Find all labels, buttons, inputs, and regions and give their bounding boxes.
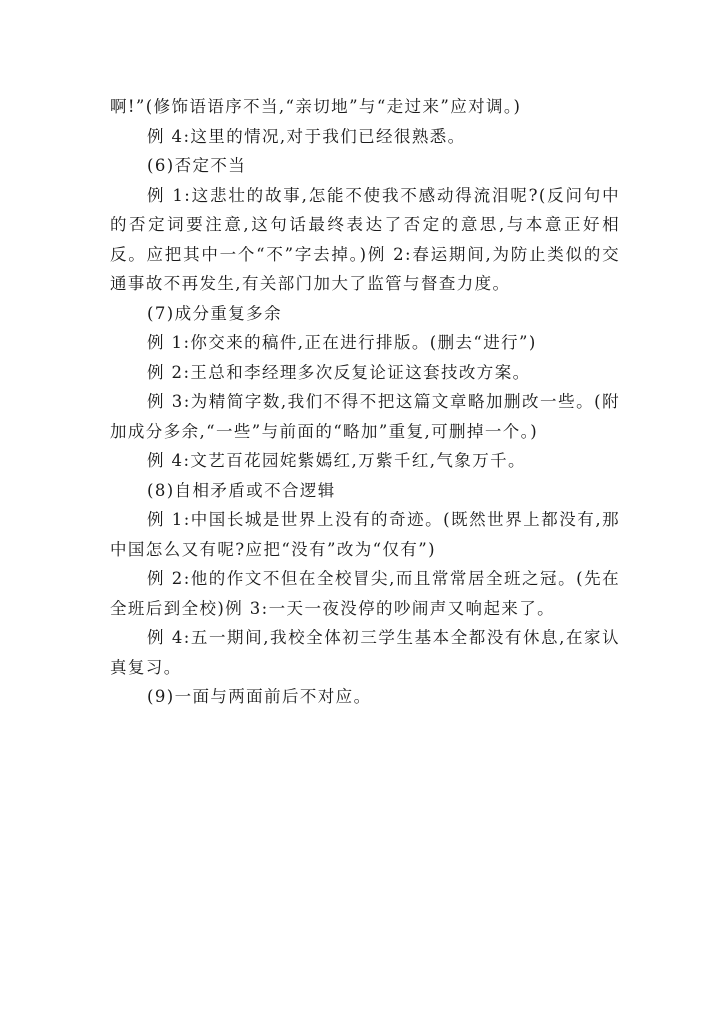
section-heading-7: (7)成分重复多余 (147, 303, 282, 323)
section-heading-9: (9)一面与两面前后不对应。 (147, 687, 372, 706)
paragraph-2: 例 4:这里的情况,对于我们已经很熟悉。 (147, 126, 466, 146)
paragraph-9: 例 4:文艺百花园姹紫嫣红,万紫千红,气象万千。 (147, 451, 526, 470)
section-heading-8: (8)自相矛盾或不合逻辑 (147, 480, 336, 500)
section-heading-6: (6)否定不当 (147, 156, 247, 175)
paragraph-7: 例 2:王总和李经理多次反复论证这套技改方案。 (147, 362, 531, 382)
paragraph-11: 例 1:中国长城是世界上没有的奇迹。(既然世界上都没有,那中国怎么又有呢?应把“没有”改为“仅有”) (110, 510, 620, 559)
document-page (110, 92, 620, 712)
paragraph-8: 例 3:为精简字数,我们不得不把这篇文章略加删改一些。(附加成分多余,“一些”与前面的“略加”重复,可删掉一个。) (110, 392, 620, 441)
paragraph-12: 例 2:他的作文不但在全校冒尖,而且常常居全班之冠。(先在全班后到全校)例 3:一天一夜没停的吵闹声又响起来了。 (110, 569, 620, 618)
paragraph-1: 啊!”(修饰语语序不当,“亲切地”与“走过来”应对调。) (110, 97, 522, 116)
paragraph-4: 例 1:这悲壮的故事,怎能不使我不感动得流泪呢?(反问句中的否定词要注意,这句话最终表达了否定的意思,与本意正好相反。应把其中一个“不”字去掉。)例 2:春运期间,为防止类似的交通事故不再发生,有关部门加大了监管与督查力度。 (110, 185, 620, 293)
paragraph-6: 例 1:你交来的稿件,正在进行排版。(删去“进行”) (147, 333, 537, 352)
paragraph-13: 例 4:五一期间,我校全体初三学生基本全都没有休息,在家认真复习。 (110, 628, 620, 677)
